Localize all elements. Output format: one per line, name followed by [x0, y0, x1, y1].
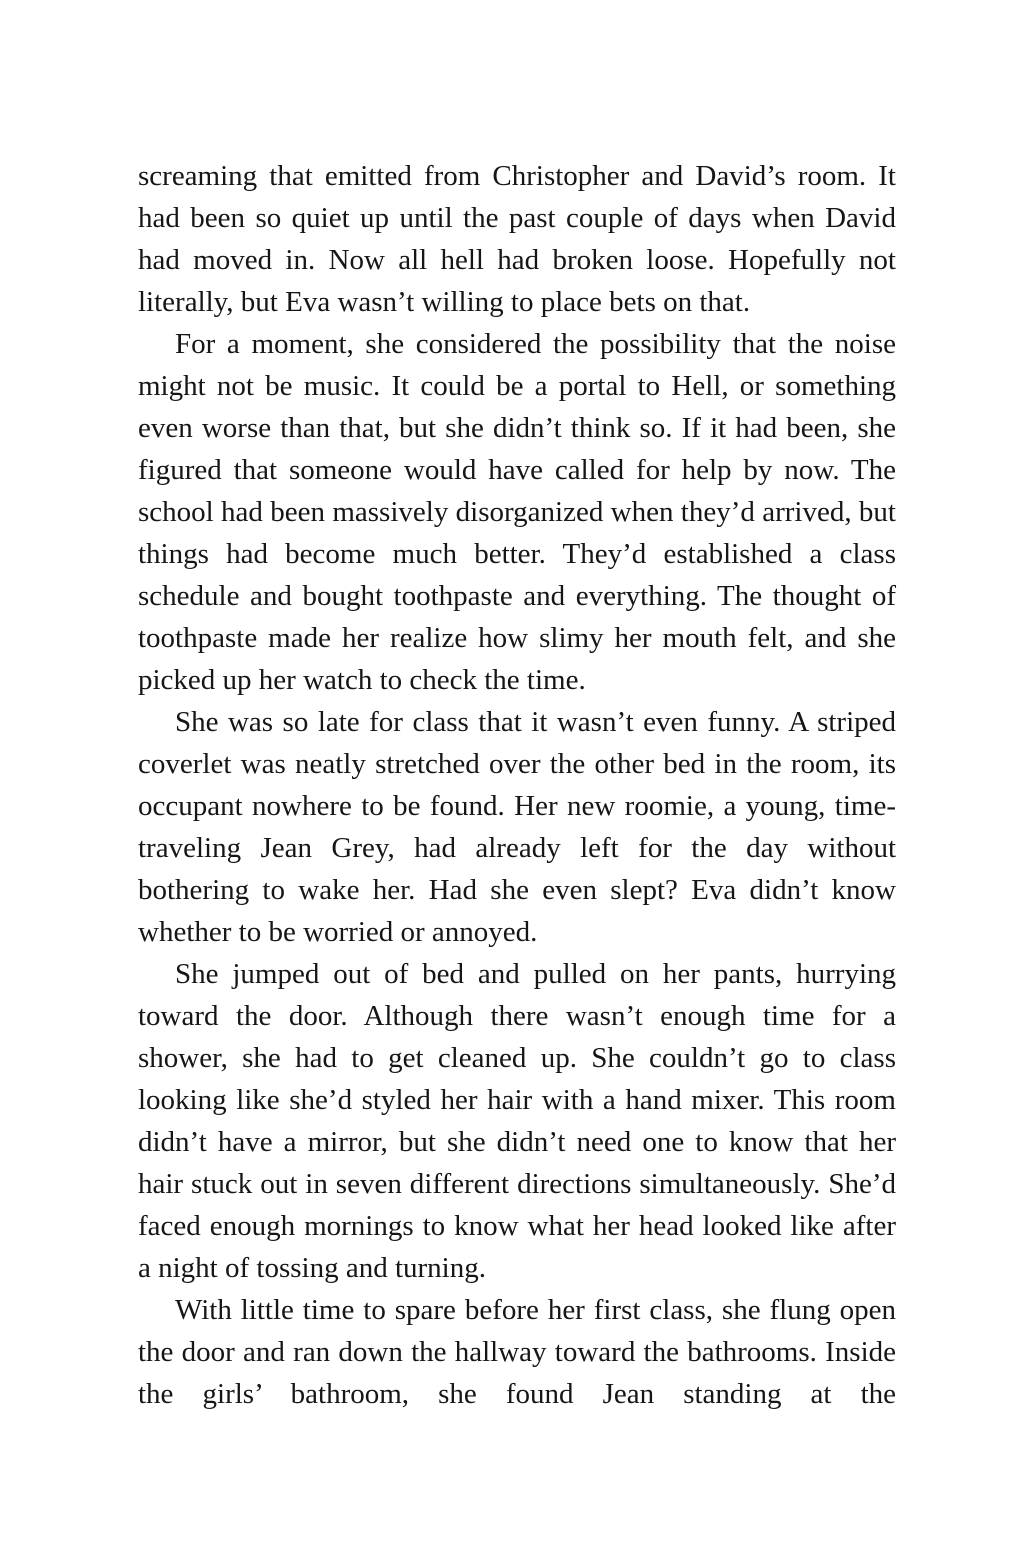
text-block [138, 155, 896, 1415]
paragraph: She was so late for class that it wasn’t even funny. A striped coverlet was neatly stretched over the other bed in the room, its occupant nowhere to be found. Her new roomie, a young, time-traveling Jean Grey, had already left for the day without bothering to wake her. Had she even slept? Eva didn’t know whether to be worried or annoyed. [138, 706, 896, 948]
paragraph: With little time to spare before her first class, she flung open the door and ran down the hallway toward the bathrooms. Inside the girls’ bathroom, she found Jean standing at the [138, 1294, 896, 1410]
paragraph: screaming that emitted from Christopher and David’s room. It had been so quiet up until the past couple of days when David had moved in. Now all hell had broken loose. Hopefully not literally, but Eva wasn’t willing to place bets on that. [138, 160, 896, 318]
paragraph: She jumped out of bed and pulled on her pants, hurrying toward the door. Although there wasn’t enough time for a shower, she had to get cleaned up. She couldn’t go to class looking like she’d styled her hair with a hand mixer. This room didn’t have a mirror, but she didn’t need one to know that her hair stuck out in seven different directions simultaneously. She’d faced enough mornings to know what her head looked like after a night of tossing and turning. [138, 958, 896, 1284]
paragraph: For a moment, she considered the possibility that the noise might not be music. It could be a portal to Hell, or something even worse than that, but she didn’t think so. If it had been, she figured that someone would have called for help by now. The school had been massively disorganized when they’d arrived, but things had become much better. They’d established a class schedule and bought toothpaste and everything. The thought of toothpaste made her realize how slimy her mouth felt, and she picked up her watch to check the time. [138, 328, 896, 696]
